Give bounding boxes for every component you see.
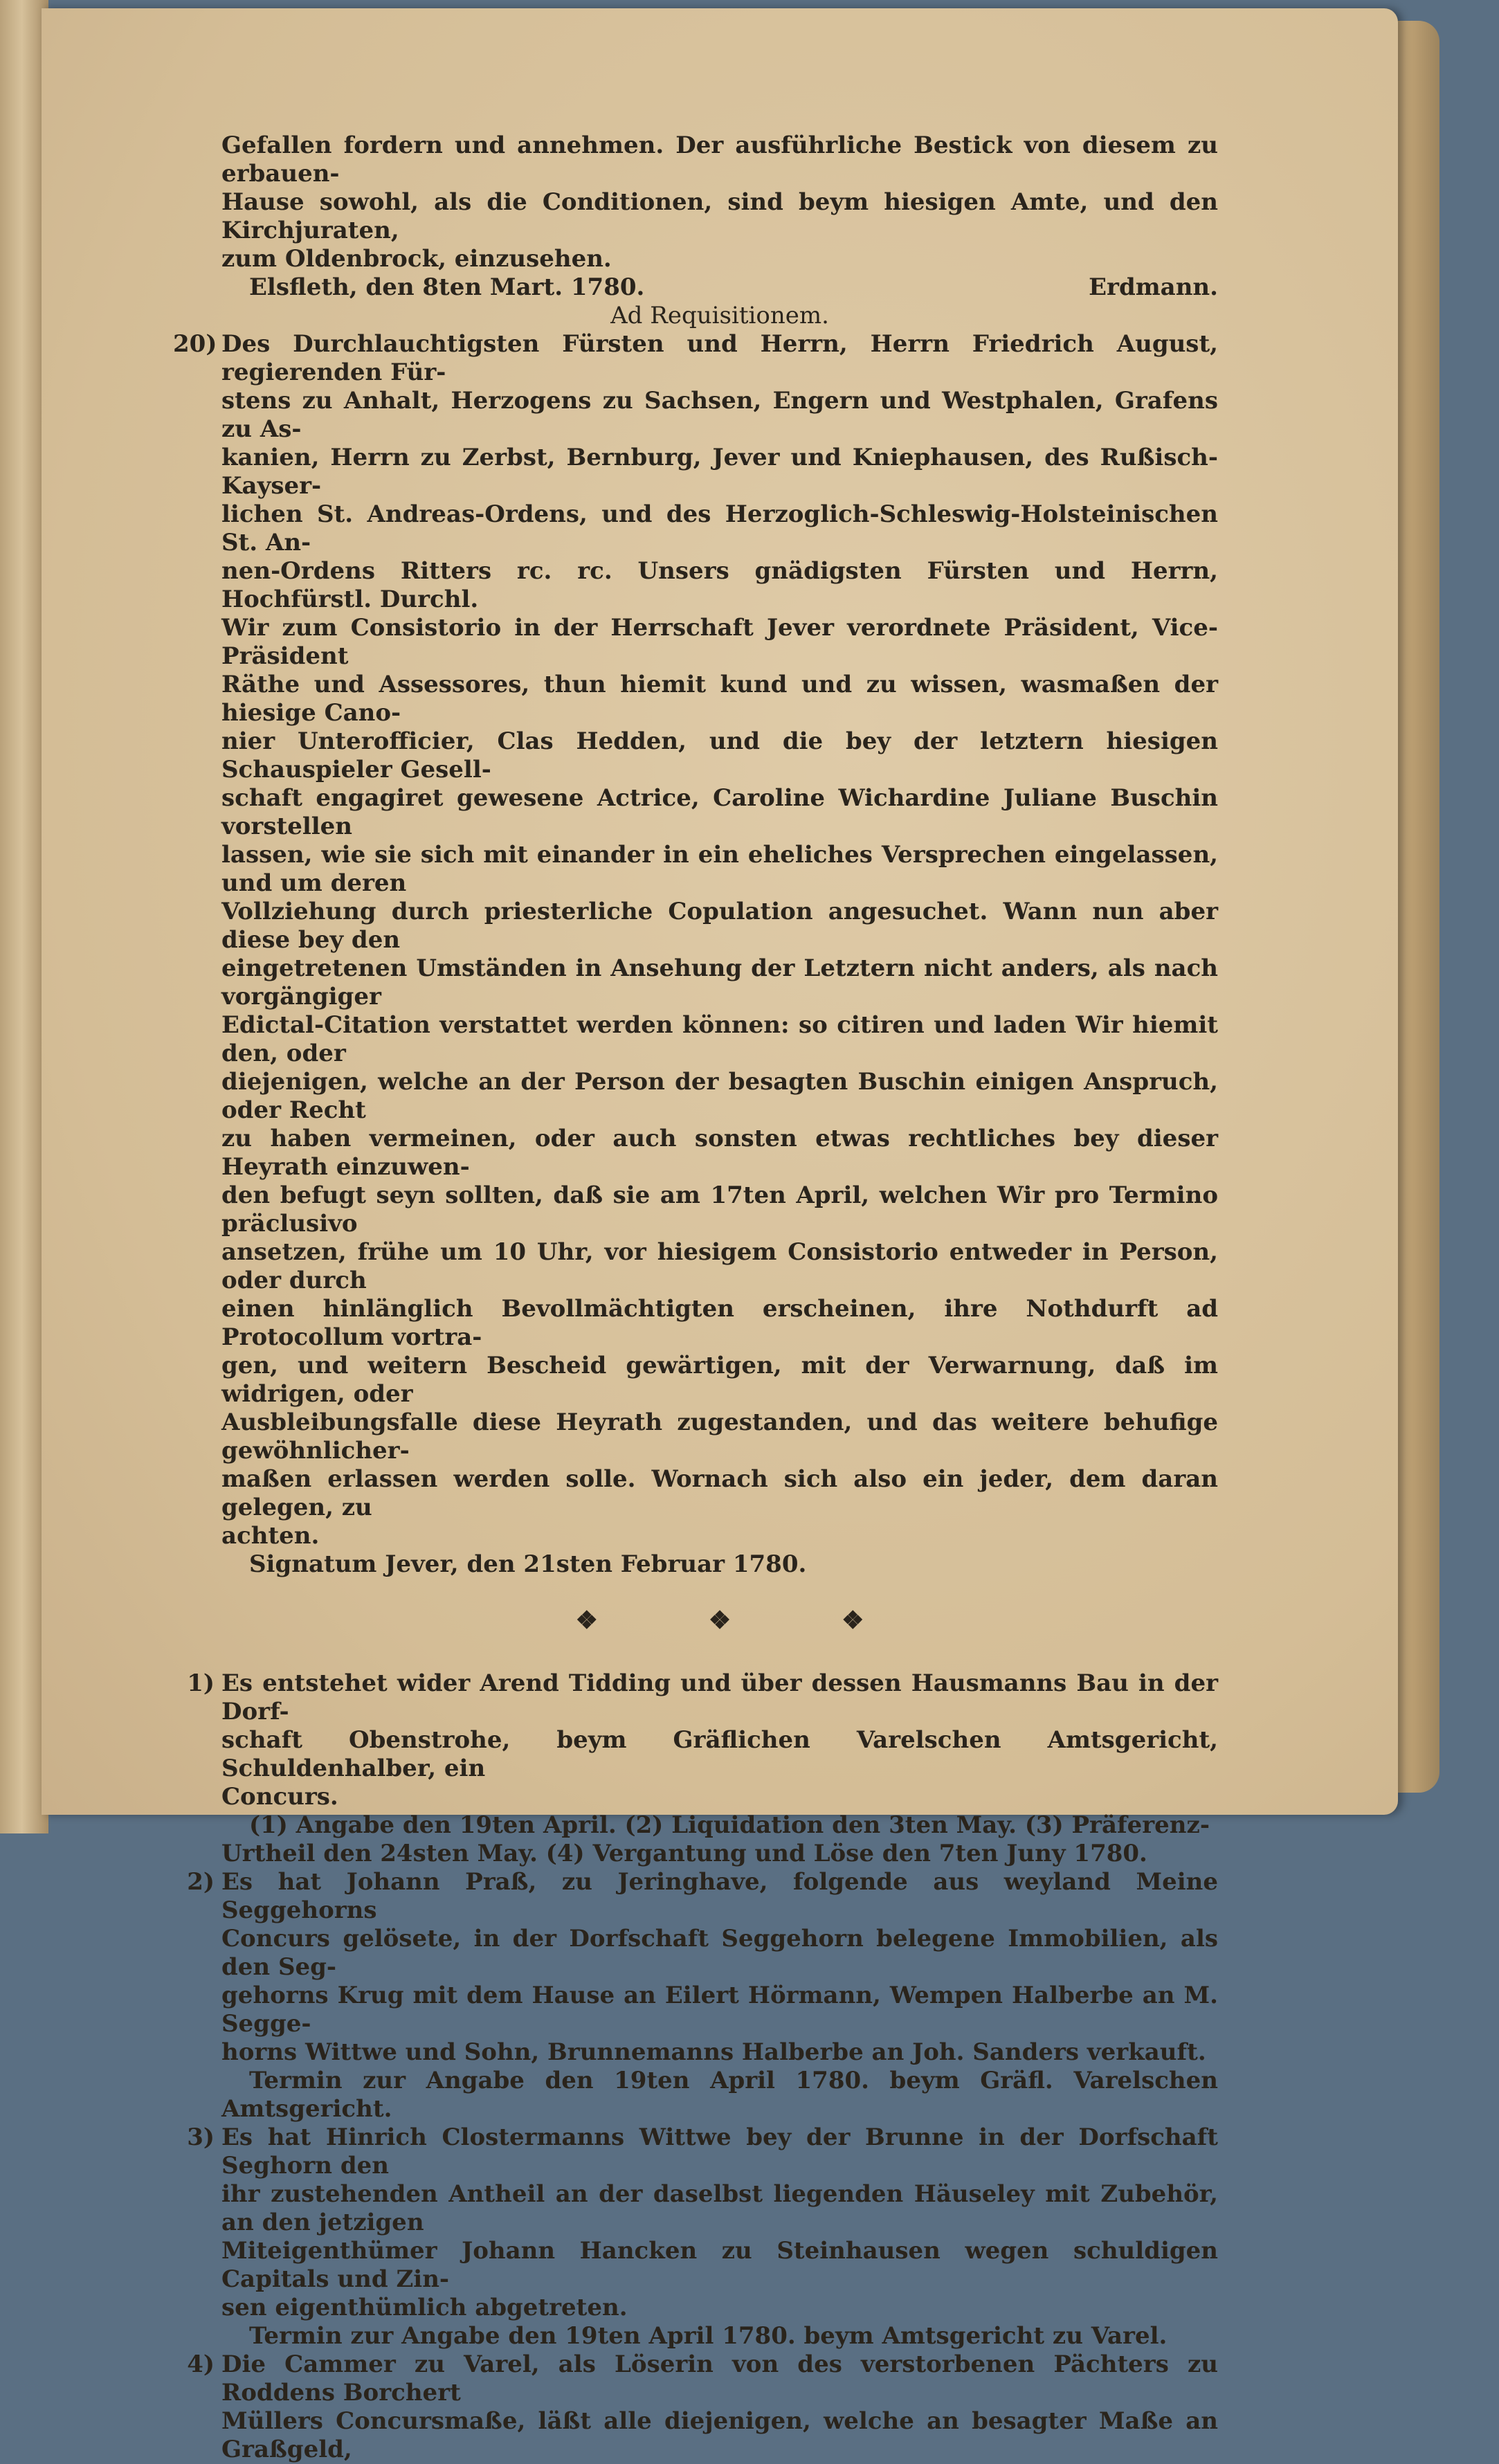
text-line: Räthe und Assessores, thun hiemit kund und zu wissen, wasmaßen der hiesige Cano- — [221, 671, 1218, 727]
place-date-row — [221, 273, 1218, 302]
text-line: Edictal-Citation verstattet werden können: so citiren und laden Wir hiemit den, oder — [221, 1011, 1218, 1067]
term-line: Termin zur Angabe den 19ten April 1780. beym Gräfl. Varelschen Amtsgericht. — [221, 2067, 1218, 2123]
text-line: Müllers Concursmaße, läßt alle diejenigen, welche an besagter Maße an Graßgeld, — [221, 2407, 1218, 2463]
ornament-icon: ❖ — [575, 1606, 598, 1635]
text-line: lichen St. Andreas-Ordens, und des Herzoglich-Schleswig-Holsteinischen St. An- — [221, 500, 1218, 556]
text-line: schaft Obenstrohe, beym Gräflichen Varelschen Amtsgericht, Schuldenhalber, ein — [221, 1726, 1218, 1782]
text-line: Es entstehet wider Arend Tidding und über dessen Hausmanns Bau in der Dorf- — [221, 1669, 1218, 1725]
text-line: einen hinlänglich Bevollmächtigten erscheinen, ihre Nothdurft ad Protocollum vortra- — [221, 1295, 1218, 1351]
term-line: Urtheil den 24sten May. (4) Vergantung und Löse den 7ten Juny 1780. — [221, 1840, 1147, 1867]
section-bestick — [221, 132, 1218, 302]
text-line: Miteigenthümer Johann Hancken zu Steinhausen wegen schuldigen Capitals und Zin- — [221, 2237, 1218, 2293]
text-line: Es hat Johann Praß, zu Jeringhave, folgende aus weyland Meine Seggehorns — [221, 1868, 1218, 1924]
heading-ad-requisitionem: Ad Requisitionem. — [610, 302, 829, 329]
text-line: Gefallen fordern und annehmen. Der ausführliche Bestick von diesem zu erbauen- — [221, 132, 1218, 188]
text-line: Ausbleibungsfalle diese Heyrath zugestanden, und das weitere behufige gewöhnlicher- — [221, 1408, 1218, 1465]
term-line: Termin zur Angabe den 19ten April 1780. beym Amtsgericht zu Varel. — [249, 2322, 1168, 2350]
notice-20 — [173, 330, 1218, 1579]
notice-3 — [187, 2123, 1218, 2350]
notice-1 — [187, 1669, 1218, 1868]
text-line: gen, und weitern Bescheid gewärtigen, mit der Verwarnung, daß im widrigen, oder — [221, 1352, 1218, 1408]
text-line: sen eigenthümlich abgetreten. — [221, 2294, 628, 2321]
text-line: diejenigen, welche an der Person der besagten Buschin einigen Anspruch, oder Recht — [221, 1068, 1218, 1124]
notice-number: 20) — [173, 330, 217, 358]
text-line: zu haben vermeinen, oder auch sonsten etwas rechtliches bey dieser Heyrath einzuwen- — [221, 1125, 1218, 1181]
text-line: Es hat Hinrich Clostermanns Wittwe bey der Brunne in der Dorfschaft Seghorn den — [221, 2123, 1218, 2180]
text-line: schaft engagiret gewesene Actrice, Caroline Wichardine Juliane Buschin vorstellen — [221, 784, 1218, 840]
text-line: achten. — [221, 1522, 320, 1550]
ornament-icon: ❖ — [842, 1606, 864, 1635]
notice-number: 3) — [187, 2123, 215, 2151]
notice-number: 1) — [187, 1669, 215, 1697]
text-line: ansetzen, frühe um 10 Uhr, vor hiesigem Consistorio entweder in Person, oder durch — [221, 1238, 1218, 1294]
place-date: Elsfleth, den 8ten Mart. 1780. — [249, 273, 645, 301]
ornament-divider — [221, 1606, 1218, 1635]
text-line: stens zu Anhalt, Herzogens zu Sachsen, Engern und Westphalen, Grafens zu As- — [221, 387, 1218, 443]
text-line: Vollziehung durch priesterliche Copulation angesuchet. Wann nun aber diese bey den — [221, 898, 1218, 954]
notice-number: 2) — [187, 1868, 215, 1896]
text-line: maßen erlassen werden solle. Wornach sich also ein jeder, dem daran gelegen, zu — [221, 1465, 1218, 1521]
text-line: Wir zum Consistorio in der Herrschaft Jever verordnete Präsident, Vice-Präsident — [221, 614, 1218, 670]
term-line: (1) Angabe den 19ten April. (2) Liquidation den 3ten May. (3) Präferenz- — [249, 1811, 1210, 1839]
text-line: kanien, Herrn zu Zerbst, Bernburg, Jever und Kniephausen, des Rußisch-Kayser- — [221, 444, 1218, 500]
text-line: nier Unterofficier, Clas Hedden, und die bey der letztern hiesigen Schauspieler Gesell- — [221, 727, 1218, 783]
page-text — [173, 132, 1218, 2464]
text-line: Concurs. — [221, 1783, 338, 1811]
text-line: eingetretenen Umständen in Ansehung der Letztern nicht anders, als nach vorgängiger — [221, 954, 1218, 1011]
text-line: lassen, wie sie sich mit einander in ein eheliches Versprechen eingelassen, und um deren — [221, 841, 1218, 897]
signed-line: Signatum Jever, den 21sten Februar 1780. — [249, 1550, 807, 1578]
text-line: Des Durchlauchtigsten Fürsten und Herrn, Herrn Friedrich August, regierenden Für- — [221, 330, 1218, 386]
text-line: ihr zustehenden Antheil an der daselbst liegenden Häuseley mit Zubehör, an den jetzigen — [221, 2180, 1218, 2236]
ornament-icon: ❖ — [708, 1606, 732, 1635]
text-line: nen-Ordens Ritters rc. rc. Unsers gnädigsten Fürsten und Herrn, Hochfürstl. Durchl. — [221, 557, 1218, 613]
notice-2 — [187, 1868, 1218, 2123]
text-line: Concurs gelösete, in der Dorfschaft Seggehorn belegene Immobilien, als den Seg- — [221, 1925, 1218, 1981]
text-line: horns Wittwe und Sohn, Brunnemanns Halberbe an Joh. Sanders verkauft. — [221, 2038, 1206, 2066]
text-line: den befugt seyn sollten, daß sie am 17ten April, welchen Wir pro Termino präclusivo — [221, 1181, 1218, 1238]
document-page — [42, 8, 1398, 2463]
notice-4 — [187, 2350, 1218, 2464]
text-line: zum Oldenbrock, einzusehen. — [221, 245, 612, 273]
notice-number: 4) — [187, 2350, 215, 2378]
text-line: Die Cammer zu Varel, als Löserin von des verstorbenen Pächters zu Roddens Borchert — [221, 2350, 1218, 2407]
signature: Erdmann. — [1089, 273, 1218, 301]
text-line: Hause sowohl, als die Conditionen, sind beym hiesigen Amte, und den Kirchjuraten, — [221, 188, 1218, 244]
text-line: gehorns Krug mit dem Hause an Eilert Hörmann, Wempen Halberbe an M. Segge- — [221, 1982, 1218, 2038]
